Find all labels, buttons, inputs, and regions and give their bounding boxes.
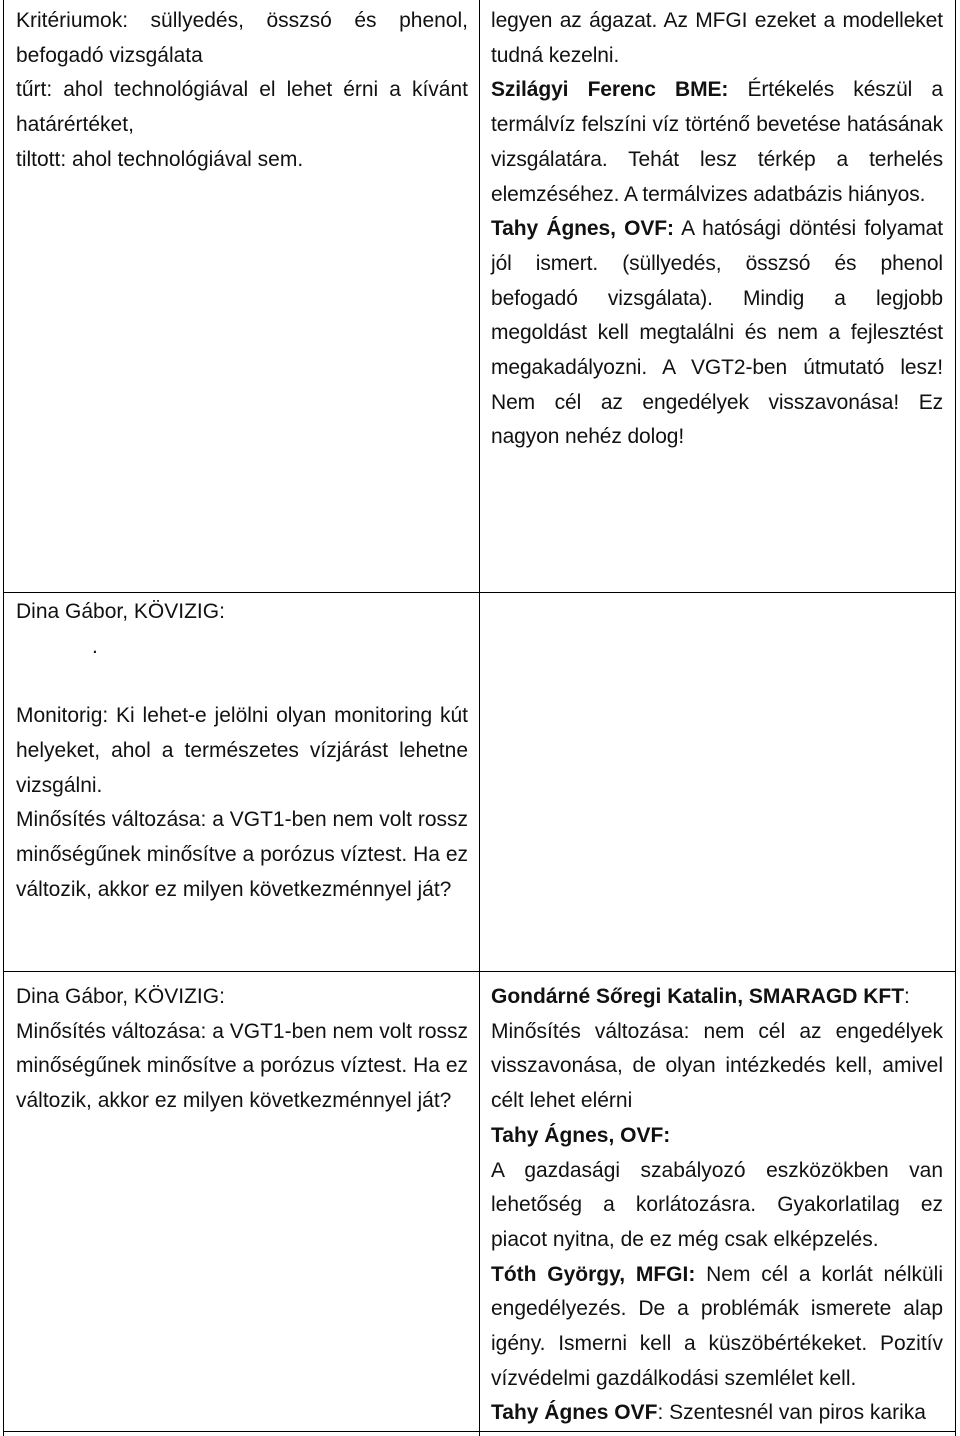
comment-text: Értékelés készül a termálvíz felszíni víz történő bevetése hatásának vizsgálatára. Tehát lesz térkép a terhelés elemzéséhez. A termálvizes adatbázis hiányos. — [491, 78, 943, 206]
tahy-final-comment — [491, 1396, 943, 1431]
classification-question: Minősítés változása: a VGT1-ben nem volt rossz minőségűnek minősítve a porózus víztest. Ha ez változik, akkor ez milyen következménnyel ját? — [16, 1019, 468, 1113]
mfgi-models-text: legyen az ágazat. Az MFGI ezeket a modelleket tudná kezelni. — [491, 9, 943, 67]
row3-left-cell — [16, 980, 468, 1119]
row3-right-cell — [491, 980, 943, 1431]
row1-left-cell — [16, 4, 468, 178]
row1-right-cell — [491, 4, 943, 455]
classification-question: Minősítés változása: a VGT1-ben nem volt rossz minőségűnek minősítve a porózus víztest. Ha ez változik, akkor ez milyen következménnyel ját? — [16, 808, 468, 901]
prohibited-text: tiltott: ahol technológiával sem. — [16, 147, 304, 171]
speaker-name: Tahy Ágnes, OVF: — [491, 1123, 671, 1147]
speaker-name: Tóth György, MFGI: — [491, 1262, 696, 1286]
comment-text: : Szentesnél van piros karika — [657, 1401, 926, 1425]
speaker-name: Dina Gábor, KÖVIZIG: — [16, 600, 225, 623]
gondarne-heading — [491, 980, 943, 1015]
speaker-name: Gondárné Sőregi Katalin, SMARAGD KFT — [491, 985, 905, 1008]
tolerated-text: tűrt: ahol technológiával el lehet érni a kívánt határértéket, — [16, 78, 468, 137]
criteria-text: Kritériumok: süllyedés, összsó és phenol, befogadó vizsgálata — [16, 9, 468, 67]
table-border-bottom — [3, 1431, 956, 1432]
tahy-comment — [491, 212, 943, 455]
comment-text: A hatósági döntési folyamat jól ismert. (süllyedés, összsó és phenol befogadó vizsgálata). Mindig a legjobb megoldást kell megtalálni és nem a fejlesztést megakadályozni. A VGT2-ben útmutató lesz! Nem cél az engedélyek visszavonása! Ez nagyon nehéz dolog! — [491, 217, 943, 449]
placeholder-dot: . — [92, 634, 98, 658]
toth-comment — [491, 1258, 943, 1397]
speaker-name: Tahy Ágnes, OVF: — [491, 217, 674, 241]
gondarne-comment: Minősítés változása: nem cél az engedélyek visszavonása, de olyan intézkedés kell, amivel célt lehet elérni — [491, 1019, 943, 1113]
table-border-left — [3, 0, 4, 1436]
spacer — [16, 664, 468, 699]
table-column-divider — [479, 0, 480, 1436]
row2-left-cell — [16, 595, 468, 907]
row-divider-1 — [3, 592, 956, 593]
monitoring-question: Monitorig: Ki lehet-e jelölni olyan monitoring kút helyeket, ahol a természetes vízjárást lehetne vizsgálni. — [16, 704, 468, 797]
szilagyi-comment — [491, 73, 943, 212]
speaker-name: Tahy Ágnes OVF — [491, 1401, 658, 1425]
speaker-name: Szilágyi Ferenc BME: — [491, 78, 729, 102]
comment-text: Nem cél a korlát nélküli engedélyezés. De a problémák ismerete alap igény. Ismerni kell a küszöbértékeket. Pozitív vízvédelmi gazdálkodási szemlélet kell. — [491, 1262, 943, 1390]
row-divider-2 — [3, 971, 956, 972]
table-border-right — [955, 0, 956, 1436]
tahy-comment: A gazdasági szabályozó eszközökben van lehetőség a korlátozásra. Gyakorlatilag ez piacot nyitna, de ez még csak elképzelés. — [491, 1158, 943, 1251]
colon: : — [904, 985, 910, 1008]
speaker-name: Dina Gábor, KÖVIZIG: — [16, 985, 225, 1008]
